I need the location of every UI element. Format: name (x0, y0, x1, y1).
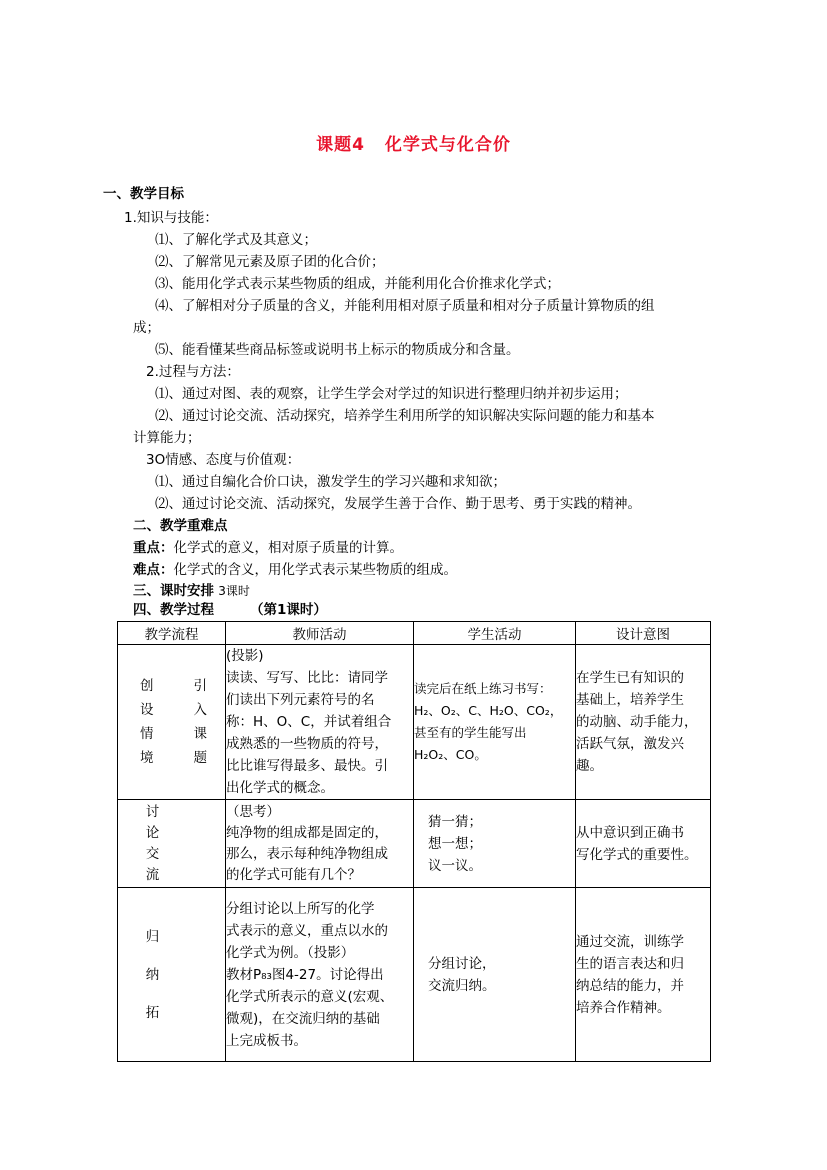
text-line: 化学式所表示的意义(宏观、 (226, 988, 394, 1005)
flow-char: 情 (140, 726, 154, 742)
schedule (133, 581, 250, 601)
key-point (133, 538, 403, 558)
text-line: 分组讨论以上所写的化学 (226, 900, 375, 917)
goal-item-cont: 成； (133, 320, 160, 336)
header-teacher: 教师活动 (226, 622, 414, 645)
section-heading-keypoints: 二、教学重难点 (133, 518, 228, 534)
teacher-activity (226, 645, 414, 800)
text-line: 基础上，培养学生 (576, 692, 684, 708)
difficult-label: 难点： (133, 562, 174, 578)
text-line: 趣。 (576, 758, 603, 774)
text-line: 生的语言表达和归 (576, 955, 684, 972)
flow-char: 拓 (145, 1004, 160, 1021)
text-line: 在学生已有知识的 (576, 670, 684, 686)
table-row (118, 800, 711, 888)
table-row (118, 645, 711, 800)
text-line: 猜一猜； (428, 813, 482, 830)
text-line: 读完后在纸上练习书写： (414, 681, 552, 696)
text-line: 那么，表示每种纯净物组成 (226, 845, 388, 862)
flow-char: 交 (145, 845, 160, 862)
text-line: H₂O₂、CO。 (414, 747, 487, 762)
header-student: 学生活动 (414, 622, 576, 645)
flow-cell (118, 800, 226, 888)
text-line: (投影) (226, 648, 264, 664)
text-line: 议一议。 (428, 857, 482, 874)
goal-item: ⑴、通过自编化合价口诀，激发学生的学习兴趣和求知欲； (155, 474, 506, 490)
flow-char: 题 (193, 750, 207, 766)
flow-char: 课 (193, 726, 207, 742)
key-text: 化学式的意义，相对原子质量的计算。 (173, 540, 403, 556)
text-line: 教材P₈₃图4-27。讨论得出 (226, 966, 384, 983)
design-intent (576, 888, 711, 1062)
session-label: （第1课时） (250, 602, 327, 618)
text-line: 微观)，在交流归纳的基础 (226, 1010, 380, 1027)
header-flow: 教学流程 (118, 622, 226, 645)
text-line: 分组讨论， (428, 955, 496, 972)
flow-char: 入 (193, 702, 207, 718)
goal-item: ⑸、能看懂某些商品标签或说明书上标示的物质成分和含量。 (155, 342, 520, 358)
text-line: 们读出下列元素符号的名 (226, 692, 375, 708)
subheading-process: 2.过程与方法： (146, 364, 240, 380)
teacher-activity (226, 888, 414, 1062)
lesson-number: 课题4 (316, 135, 365, 155)
student-activity (414, 888, 576, 1062)
flow-cell (118, 888, 226, 1062)
difficult-point (133, 560, 457, 580)
text-line: 化学式为例。（投影） (226, 944, 355, 961)
goal-item-cont: 计算能力； (133, 430, 201, 446)
flow-char: 设 (140, 702, 154, 718)
goal-item: ⑷、了解相对分子质量的含义，并能利用相对原子质量和相对分子质量计算物质的组 (155, 298, 655, 314)
section-heading-schedule: 三、课时安排 (133, 583, 214, 599)
design-intent (576, 800, 711, 888)
text-line: 式表示的意义，重点以水的 (226, 922, 388, 939)
section-heading-goals: 一、教学目标 (103, 186, 184, 202)
schedule-value: 3课时 (218, 584, 250, 598)
teacher-activity (226, 800, 414, 888)
subheading-knowledge: 1.知识与技能： (124, 210, 218, 226)
header-intent: 设计意图 (576, 622, 711, 645)
text-line: 活跃气氛，激发兴 (576, 736, 684, 752)
flow-char: 纳 (145, 966, 160, 983)
text-line: 的动脑、动手能力， (576, 714, 698, 730)
lesson-name: 化学式与化合价 (384, 135, 511, 155)
text-line: 读读、写写、比比：请同学 (226, 670, 388, 686)
student-activity (414, 645, 576, 800)
section-heading-process: 四、教学过程 (133, 602, 214, 618)
flow-char: 论 (145, 824, 160, 841)
text-line: 比比谁写得最多、最快。引 (226, 758, 388, 774)
text-line: 称：H、O、C，并试着组合 (226, 714, 392, 730)
flow-char: 讨 (145, 803, 160, 820)
goal-item: ⑵、了解常见元素及原子团的化合价； (155, 254, 385, 270)
table-row (118, 888, 711, 1062)
lesson-title (0, 130, 827, 155)
flow-char: 境 (140, 750, 154, 766)
process-heading (133, 600, 327, 620)
design-intent (576, 645, 711, 800)
teaching-process-table (117, 621, 711, 1062)
flow-char: 创 (140, 678, 154, 694)
text-line: 甚至有的学生能写出 (414, 725, 527, 740)
text-line: 想一想； (428, 835, 482, 852)
flow-cell (118, 645, 226, 800)
flow-char: 流 (145, 866, 160, 883)
text-line: 交流归纳。 (428, 977, 496, 994)
text-line: 纳总结的能力，并 (576, 977, 684, 994)
key-label: 重点： (133, 540, 174, 556)
flow-char: 引 (193, 678, 207, 694)
flow-char: 归 (145, 928, 160, 945)
text-line: 上完成板书。 (226, 1032, 307, 1049)
subheading-attitude: 3O情感、态度与价值观： (146, 452, 301, 468)
text-line: 出化学式的概念。 (226, 780, 334, 796)
text-line: 的化学式可能有几个？ (226, 866, 361, 883)
goal-item: ⑵、通过讨论交流、活动探究，发展学生善于合作、勤于思考、勇于实践的精神。 (155, 496, 641, 512)
student-activity (414, 800, 576, 888)
text-line: 写化学式的重要性。 (576, 846, 698, 863)
text-line: H₂、O₂、C、H₂O、CO₂， (414, 703, 563, 718)
text-line: 成熟悉的一些物质的符号， (226, 736, 388, 752)
text-line: 培养合作精神。 (576, 999, 671, 1016)
goal-item: ⑴、通过对图、表的观察，让学生学会对学过的知识进行整理归纳并初步运用； (155, 386, 628, 402)
text-line: 从中意识到正确书 (576, 824, 684, 841)
goal-item: ⑵、通过讨论交流、活动探究，培养学生利用所学的知识解决实际问题的能力和基本 (155, 408, 655, 424)
text-line: 纯净物的组成都是固定的， (226, 824, 388, 841)
goal-item: ⑶、能用化学式表示某些物质的组成，并能利用化合价推求化学式； (155, 276, 560, 292)
table-header-row (118, 622, 711, 645)
text-line: （思考） (226, 803, 280, 820)
difficult-text: 化学式的含义，用化学式表示某些物质的组成。 (173, 562, 457, 578)
text-line: 通过交流，训练学 (576, 933, 684, 950)
goal-item: ⑴、了解化学式及其意义； (155, 232, 317, 248)
